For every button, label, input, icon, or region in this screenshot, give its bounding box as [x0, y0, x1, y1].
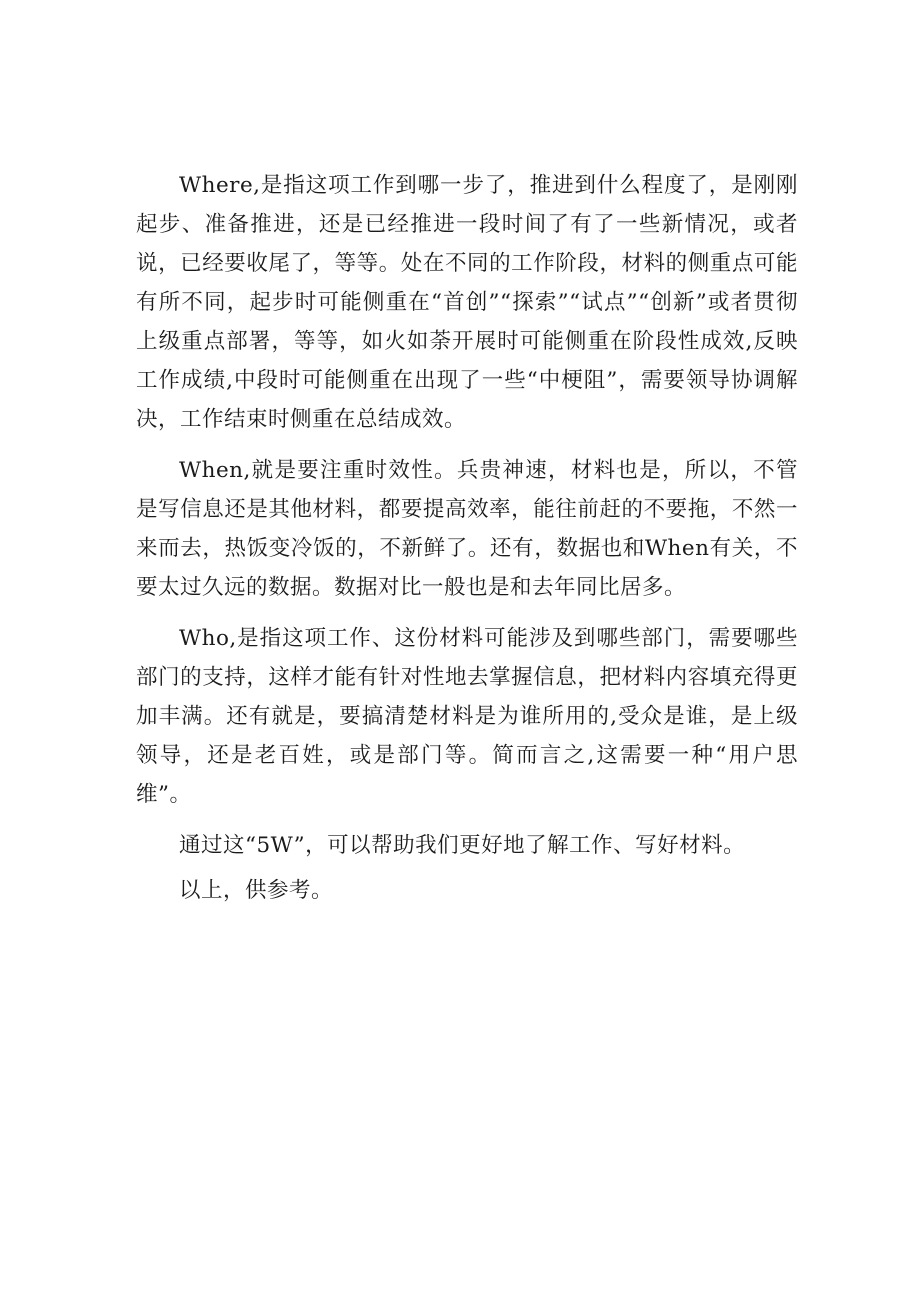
paragraph-when: When,就是要注重时效性。兵贵神速，材料也是，所以，不管是写信息还是其他材料，都要提高效率，能往前赶的不要拖，不然一来而去，热饭变冷饭的，不新鲜了。还有，数据也和When有关，不要太过久远的数据。数据对比一般也是和去年同比居多。 — [136, 458, 798, 600]
paragraph-closing: 以上，供参考。 — [179, 878, 334, 903]
paragraph-summary: 通过这“5W”，可以帮助我们更好地了解工作、写好材料。 — [179, 833, 746, 858]
paragraph-who: Who,是指这项工作、这份材料可能涉及到哪些部门，需要哪些部门的支持，这样才能有针对性地去掌握信息，把材料内容填充得更加丰满。还有就是，要搞清楚材料是为谁所用的,受众是谁，是上级领导，还是老百姓，或是部门等。简而言之,这需要一种“用户思维”。 — [136, 626, 798, 807]
document-body — [136, 166, 798, 916]
paragraph-where: Where,是指这项工作到哪一步了，推进到什么程度了，是刚刚起步、准备推进，还是已经推进一段时间了有了一些新情况，或者说，已经要收尾了，等等。处在不同的工作阶段，材料的侧重点可能有所不同，起步时可能侧重在“首创”“探索”“试点”“创新”或者贯彻上级重点部署，等等，如火如荼开展时可能侧重在阶段性成效,反映工作成绩,中段时可能侧重在出现了一些“中梗阻”，需要领导协调解决，工作结束时侧重在总结成效。 — [136, 173, 798, 432]
